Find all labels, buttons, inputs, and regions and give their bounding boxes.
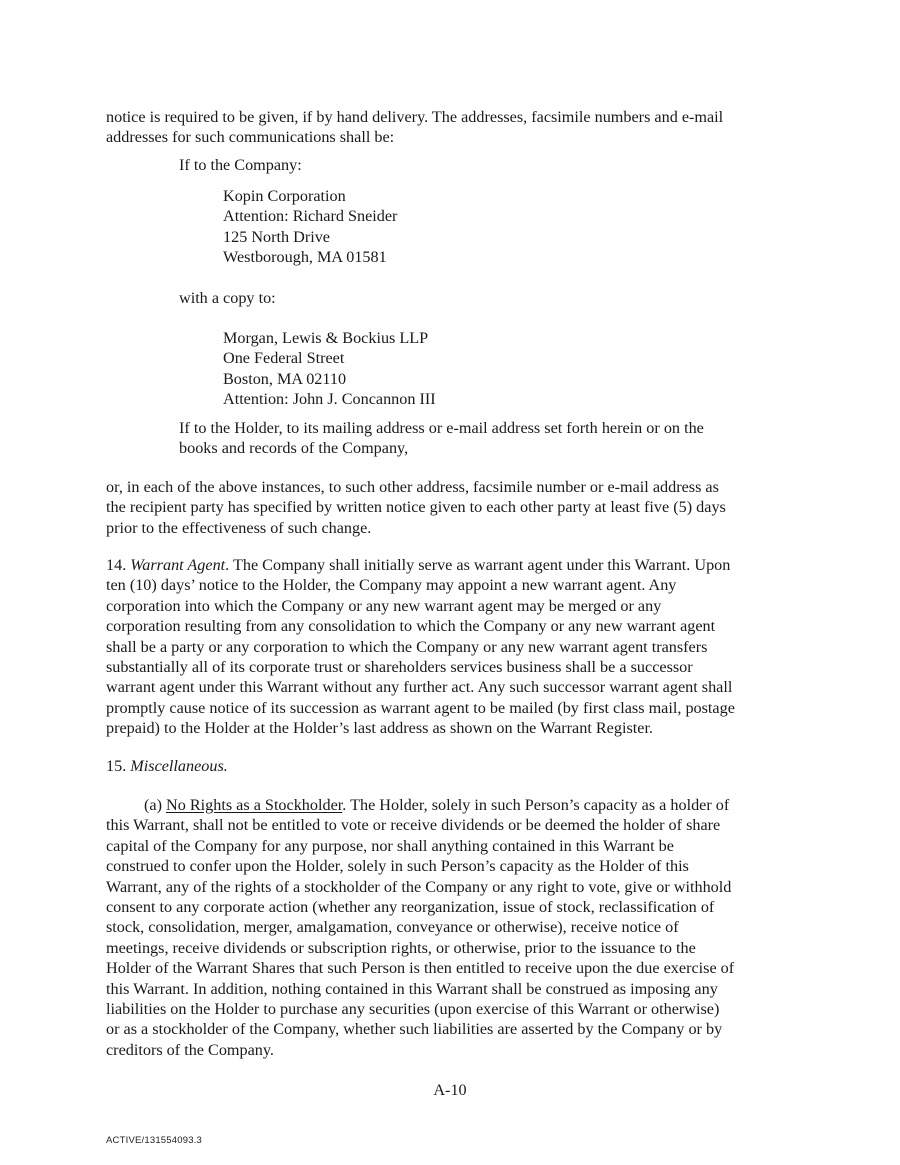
section-14-line: corporation resulting from any consolidation to which the Company or any new warrant agent [106, 617, 716, 636]
address-line: 125 North Drive [223, 227, 330, 246]
subsection-a-line: consent to any corporate action (whether any reorganization, issue of stock, reclassification of [106, 898, 715, 917]
copy-address [223, 328, 436, 410]
closing-line: or, in each of the above instances, to such other address, facsimile number or e-mail address as [106, 478, 719, 496]
section-14-heading: Warrant Agent [130, 556, 226, 574]
address-line: Boston, MA 02110 [223, 369, 347, 388]
section-14-line: shall be a party or any corporation to which the Company or any new warrant agent transfers [106, 637, 708, 656]
section-14-line: prepaid) to the Holder at the Holder’s last address as shown on the Warrant Register. [106, 719, 653, 738]
section-14-line: corporation into which the Company or any new warrant agent may be merged or any [106, 596, 662, 615]
page-number: A-10 [433, 1081, 467, 1099]
subsection-a [106, 795, 796, 1060]
copy-notice-label: with a copy to: [179, 289, 276, 307]
subsection-a-line: or as a stockholder of the Company, whether such liabilities are asserted by the Company or by [106, 1020, 723, 1039]
section-14-first-line [106, 555, 796, 575]
subsection-a-line: capital of the Company for any purpose, nor shall anything contained in this Warrant be [106, 836, 674, 855]
section-14-number: 14. [106, 556, 127, 574]
closing-paragraph [106, 477, 796, 538]
address-line: Morgan, Lewis & Bockius LLP [223, 329, 429, 347]
subsection-a-line: liabilities on the Holder to purchase any securities (upon exercise of this Warrant or otherwise) [106, 1000, 720, 1019]
section-14-first-line-text: . The Company shall initially serve as warrant agent under this Warrant. Upon [225, 556, 731, 574]
address-line: Attention: Richard Sneider [223, 207, 398, 226]
subsection-a-first-line-text: . The Holder, solely in such Person’s capacity as a holder of [342, 796, 730, 814]
subsection-a-first-line [106, 795, 796, 815]
subsection-a-line: this Warrant, shall not be entitled to vote or receive dividends or be deemed the holder of share [106, 816, 721, 835]
subsection-a-line: Warrant, any of the rights of a stockholder of the Company or any right to vote, give or withhold [106, 877, 732, 896]
company-address [223, 186, 397, 268]
intro-line: addresses for such communications shall be: [106, 128, 395, 147]
section-14-line: ten (10) days’ notice to the Holder, the Company may appoint a new warrant agent. Any [106, 576, 677, 595]
subsection-a-line: meetings, receive dividends or subscription rights, or otherwise, prior to the issuance to the [106, 938, 696, 957]
section-14-line: promptly cause notice of its succession as warrant agent to be mailed (by first class mail, postage [106, 698, 735, 717]
intro-line: notice is required to be given, if by hand delivery. The addresses, facsimile numbers and e-mail [106, 108, 724, 126]
section-14-line: substantially all of its corporate trust or shareholders services business shall be a successor [106, 658, 693, 677]
address-line: Westborough, MA 01581 [223, 248, 387, 267]
subsection-a-line: creditors of the Company. [106, 1040, 274, 1059]
subsection-a-line: stock, consolidation, merger, amalgamation, conveyance or otherwise), receive notice of [106, 918, 679, 937]
section-15-heading: Miscellaneous. [130, 757, 228, 775]
address-line: Attention: John J. Concannon III [223, 390, 436, 409]
closing-line: the recipient party has specified by written notice given to each other party at least five (5) days [106, 498, 726, 517]
section-15-heading-line [106, 756, 796, 776]
address-line: Kopin Corporation [223, 187, 346, 205]
subsection-a-line: construed to confer upon the Holder, solely in such Person’s capacity as the Holder of this [106, 857, 689, 876]
document-id: ACTIVE/131554093.3 [106, 1135, 203, 1146]
subsection-a-line: this Warrant. In addition, nothing contained in this Warrant shall be construed as imposing any [106, 979, 718, 998]
section-14-line: warrant agent under this Warrant without any further act. Any such successor warrant agent shall [106, 678, 733, 697]
address-line: One Federal Street [223, 349, 345, 368]
closing-line: prior to the effectiveness of such change. [106, 518, 372, 537]
company-notice-label: If to the Company: [179, 156, 302, 174]
holder-notice-line: If to the Holder, to its mailing address or e-mail address set forth herein or on the [179, 419, 704, 437]
holder-notice-line: books and records of the Company, [179, 439, 409, 458]
intro-paragraph [106, 107, 796, 148]
subsection-a-line: Holder of the Warrant Shares that such Person is then entitled to receive upon the due exercise of [106, 959, 735, 978]
section-14 [106, 555, 796, 739]
subsection-a-heading: No Rights as a Stockholder [166, 796, 343, 814]
holder-notice [179, 418, 704, 459]
section-15-number: 15. [106, 757, 127, 775]
subsection-a-label: (a) [144, 796, 162, 814]
